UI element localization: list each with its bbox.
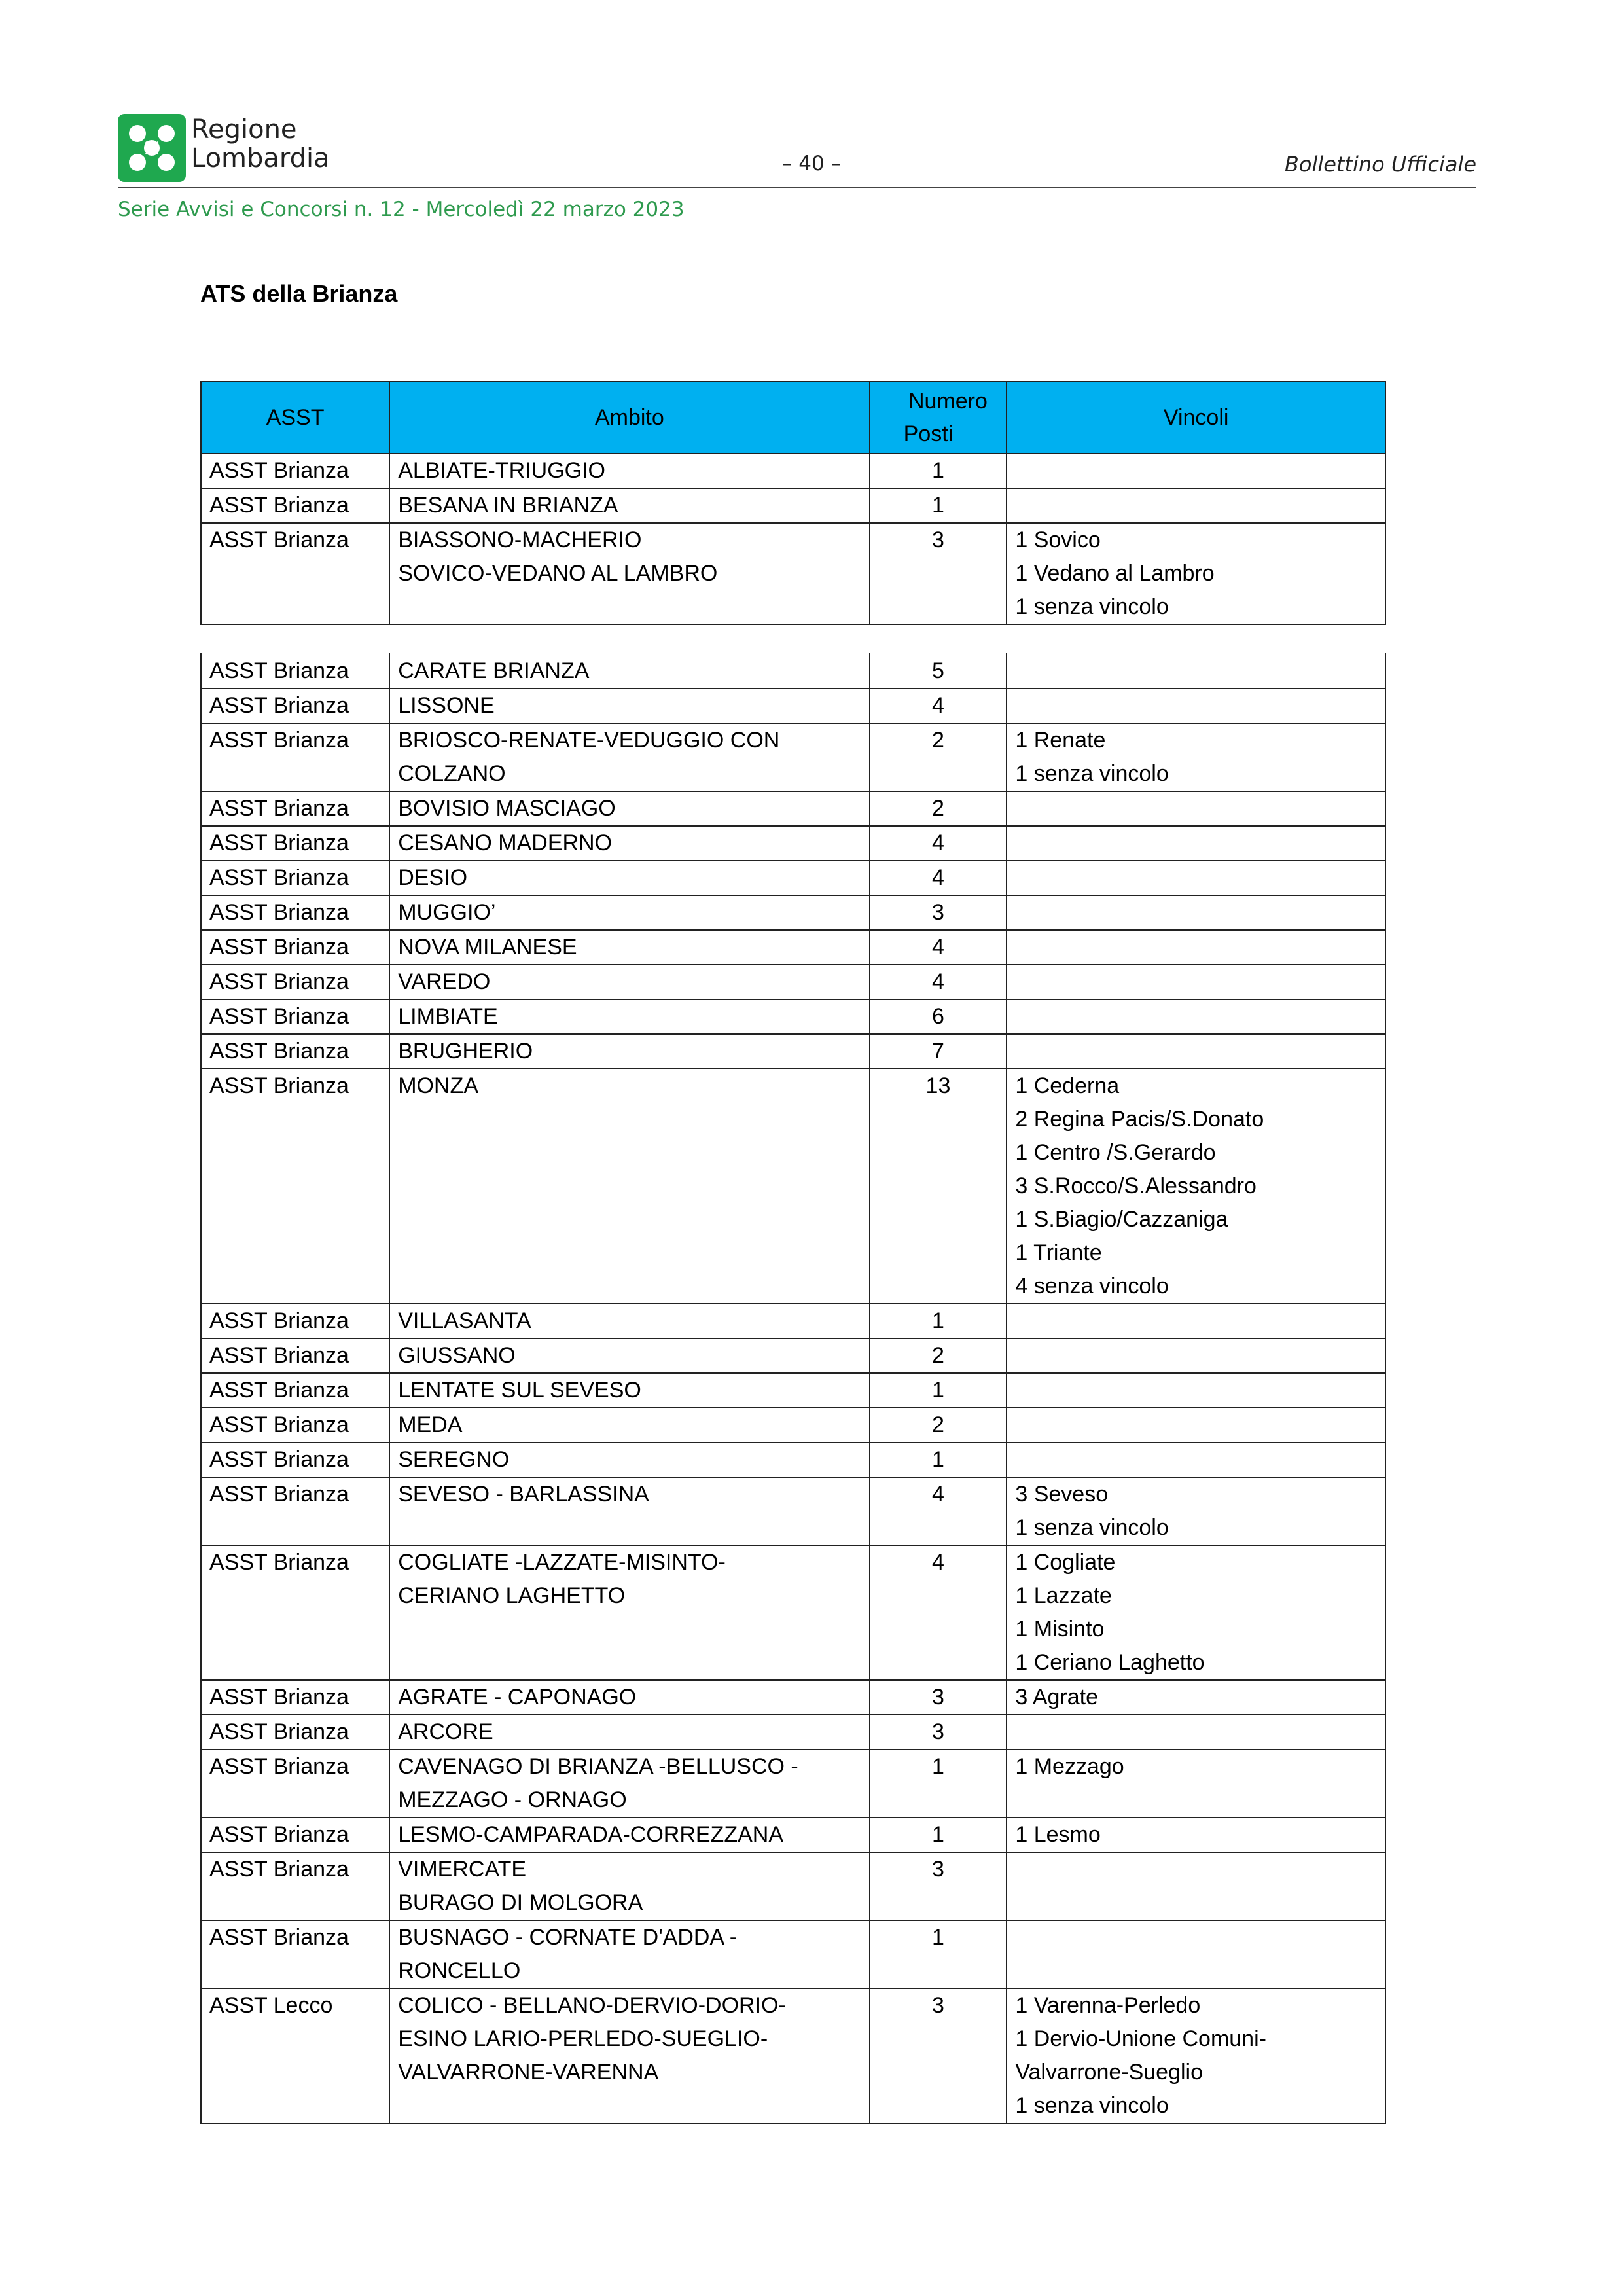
cell-vincoli-line: 1 senza vincolo	[1015, 594, 1169, 619]
cell-numero-posti: 1	[870, 1443, 1007, 1477]
cell-numero-posti: 2	[870, 1338, 1007, 1373]
table-row	[201, 1545, 1385, 1680]
table-row	[201, 1069, 1385, 1304]
cell-ambito-line: VALVARRONE-VARENNA	[398, 2060, 659, 2085]
series-line: Serie Avvisi e Concorsi n. 12 - Mercoledì 22 marzo 2023	[118, 198, 685, 221]
cell-asst: ASST Brianza	[201, 454, 389, 488]
cell-ambito-line: SEVESO - BARLASSINA	[398, 1482, 649, 1507]
header-divider	[118, 187, 1476, 188]
cell-numero-posti: 4	[870, 1545, 1007, 1680]
cell-vincoli-line: 1 Lazzate	[1015, 1583, 1112, 1608]
table-row	[201, 999, 1385, 1034]
cell-vincoli	[1007, 861, 1385, 895]
cell-vincoli-line: 1 Triante	[1015, 1240, 1102, 1265]
cell-asst: ASST Lecco	[201, 1988, 389, 2123]
cell-numero-posti: 4	[870, 1477, 1007, 1545]
cell-vincoli	[1007, 1408, 1385, 1443]
cell-ambito	[389, 895, 869, 930]
cell-numero-posti: 1	[870, 1920, 1007, 1988]
cell-ambito	[389, 689, 869, 723]
cell-vincoli	[1007, 653, 1385, 689]
cell-ambito-line: BUSNAGO - CORNATE D'ADDA -	[398, 1925, 738, 1950]
table-row	[201, 1034, 1385, 1069]
cell-ambito	[389, 826, 869, 861]
table-row	[201, 1749, 1385, 1818]
cell-ambito-line: VIMERCATE	[398, 1857, 527, 1882]
cell-asst: ASST Brianza	[201, 523, 389, 624]
cell-vincoli-line: 1 S.Biagio/Cazzaniga	[1015, 1207, 1228, 1232]
cell-ambito	[389, 488, 869, 523]
cell-ambito-line: CARATE BRIANZA	[398, 658, 590, 683]
cell-ambito-line: LISSONE	[398, 693, 495, 718]
cell-vincoli	[1007, 1304, 1385, 1338]
cell-vincoli	[1007, 1680, 1385, 1715]
brand-name	[191, 115, 330, 173]
cell-vincoli-line: 1 Cogliate	[1015, 1550, 1116, 1575]
cell-asst: ASST Brianza	[201, 1069, 389, 1304]
cell-ambito	[389, 1408, 869, 1443]
cell-asst: ASST Brianza	[201, 930, 389, 965]
cell-ambito-line: BESANA IN BRIANZA	[398, 493, 618, 518]
cell-ambito-line: ALBIATE-TRIUGGIO	[398, 458, 605, 483]
cell-ambito-line: MUGGIO’	[398, 900, 496, 925]
cell-ambito-line: CAVENAGO DI BRIANZA -BELLUSCO -	[398, 1754, 798, 1779]
cell-ambito	[389, 1715, 869, 1749]
cell-vincoli-line: 1 senza vincolo	[1015, 1515, 1169, 1540]
cell-numero-posti: 1	[870, 1304, 1007, 1338]
cell-ambito-line: COGLIATE -LAZZATE-MISINTO-	[398, 1550, 726, 1575]
table-row	[201, 1715, 1385, 1749]
cell-asst: ASST Brianza	[201, 965, 389, 999]
cell-numero-posti: 4	[870, 965, 1007, 999]
cell-ambito-line: RONCELLO	[398, 1958, 521, 1983]
cell-ambito	[389, 1852, 869, 1920]
cell-vincoli-line: 1 Sovico	[1015, 528, 1101, 552]
cell-numero-posti: 1	[870, 1749, 1007, 1818]
publication-title: Bollettino Ufficiale	[1284, 152, 1476, 177]
cell-vincoli-line: 2 Regina Pacis/S.Donato	[1015, 1107, 1264, 1132]
cell-asst: ASST Brianza	[201, 1443, 389, 1477]
cell-asst: ASST Brianza	[201, 861, 389, 895]
cell-asst: ASST Brianza	[201, 1034, 389, 1069]
cell-numero-posti: 3	[870, 523, 1007, 624]
cell-vincoli	[1007, 895, 1385, 930]
cell-ambito-line: BIASSONO-MACHERIO	[398, 528, 642, 552]
cell-numero-posti: 2	[870, 1408, 1007, 1443]
table-row	[201, 965, 1385, 999]
cell-numero-posti: 3	[870, 895, 1007, 930]
cell-asst: ASST Brianza	[201, 1715, 389, 1749]
cell-vincoli-line: Valvarrone-Sueglio	[1015, 2060, 1204, 2085]
table-row	[201, 523, 1385, 624]
cell-asst: ASST Brianza	[201, 1545, 389, 1680]
cell-vincoli-line: 1 Vedano al Lambro	[1015, 561, 1215, 586]
table-row	[201, 1852, 1385, 1920]
cell-asst: ASST Brianza	[201, 689, 389, 723]
table-header-row	[201, 382, 1385, 454]
table-row	[201, 861, 1385, 895]
cell-vincoli	[1007, 1749, 1385, 1818]
cell-asst: ASST Brianza	[201, 1818, 389, 1852]
cell-vincoli	[1007, 930, 1385, 965]
cell-vincoli	[1007, 1034, 1385, 1069]
cell-ambito	[389, 965, 869, 999]
cell-ambito-line: BOVISIO MASCIAGO	[398, 796, 616, 821]
cell-numero-posti: 3	[870, 1852, 1007, 1920]
cell-vincoli	[1007, 523, 1385, 624]
cell-vincoli-line: 1 Lesmo	[1015, 1822, 1101, 1847]
cell-vincoli	[1007, 1818, 1385, 1852]
cell-ambito-line: COLZANO	[398, 761, 506, 786]
cell-ambito-line: BRUGHERIO	[398, 1039, 533, 1064]
cell-ambito-line: ESINO LARIO-PERLEDO-SUEGLIO-	[398, 2026, 768, 2051]
cell-vincoli	[1007, 1988, 1385, 2123]
table-row	[201, 1818, 1385, 1852]
table-row	[201, 1680, 1385, 1715]
cell-ambito-line: MONZA	[398, 1073, 479, 1098]
section-title: ATS della Brianza	[200, 280, 398, 307]
cell-vincoli	[1007, 689, 1385, 723]
cell-vincoli	[1007, 965, 1385, 999]
cell-ambito-line: AGRATE - CAPONAGO	[398, 1685, 637, 1710]
cell-vincoli	[1007, 723, 1385, 791]
cell-ambito-line: SOVICO-VEDANO AL LAMBRO	[398, 561, 718, 586]
cell-asst: ASST Brianza	[201, 653, 389, 689]
cell-asst: ASST Brianza	[201, 1749, 389, 1818]
cell-vincoli	[1007, 1715, 1385, 1749]
regione-lombardia-logo-icon	[118, 114, 186, 182]
cell-vincoli-line: 1 Cederna	[1015, 1073, 1120, 1098]
cell-vincoli	[1007, 826, 1385, 861]
table-row	[201, 723, 1385, 791]
numero-posti-header-text: Numero Posti	[903, 389, 988, 446]
cell-numero-posti: 6	[870, 999, 1007, 1034]
cell-asst: ASST Brianza	[201, 791, 389, 826]
cell-vincoli	[1007, 1477, 1385, 1545]
cell-numero-posti: 4	[870, 930, 1007, 965]
cell-ambito-line: BURAGO DI MOLGORA	[398, 1890, 643, 1915]
cell-asst: ASST Brianza	[201, 999, 389, 1034]
cell-vincoli	[1007, 1338, 1385, 1373]
table-row	[201, 1443, 1385, 1477]
cell-asst: ASST Brianza	[201, 1920, 389, 1988]
table-row	[201, 1988, 1385, 2123]
cell-ambito-line: MEDA	[398, 1412, 463, 1437]
column-header-asst: ASST	[201, 382, 389, 454]
cell-ambito-line: LESMO-CAMPARADA-CORREZZANA	[398, 1822, 783, 1847]
table-row	[201, 930, 1385, 965]
cell-ambito-line: MEZZAGO - ORNAGO	[398, 1787, 627, 1812]
cell-ambito-line: NOVA MILANESE	[398, 935, 577, 960]
cell-ambito	[389, 1477, 869, 1545]
cell-ambito	[389, 723, 869, 791]
cell-ambito	[389, 861, 869, 895]
cell-asst: ASST Brianza	[201, 1680, 389, 1715]
cell-ambito-line: CESANO MADERNO	[398, 831, 613, 855]
table-row	[201, 454, 1385, 488]
brand-line-2: Lombardia	[191, 143, 330, 173]
table-row	[201, 488, 1385, 523]
cell-ambito	[389, 1304, 869, 1338]
cell-asst: ASST Brianza	[201, 488, 389, 523]
cell-ambito	[389, 1988, 869, 2123]
table-row	[201, 1338, 1385, 1373]
cell-ambito	[389, 1818, 869, 1852]
cell-numero-posti: 1	[870, 1373, 1007, 1408]
cell-vincoli	[1007, 999, 1385, 1034]
cell-numero-posti: 5	[870, 653, 1007, 689]
cell-vincoli	[1007, 1373, 1385, 1408]
cell-numero-posti: 3	[870, 1715, 1007, 1749]
cell-ambito-line: BRIOSCO-RENATE-VEDUGGIO CON	[398, 728, 780, 753]
cell-numero-posti: 13	[870, 1069, 1007, 1304]
cell-vincoli-line: 1 senza vincolo	[1015, 761, 1169, 786]
cell-vincoli-line: 4 senza vincolo	[1015, 1274, 1169, 1299]
cell-vincoli-line: 3 Seveso	[1015, 1482, 1109, 1507]
column-header-ambito: Ambito	[389, 382, 869, 454]
table-row	[201, 1408, 1385, 1443]
cell-asst: ASST Brianza	[201, 723, 389, 791]
cell-ambito	[389, 1749, 869, 1818]
cell-ambito	[389, 454, 869, 488]
table-row	[201, 895, 1385, 930]
cell-ambito-line: CERIANO LAGHETTO	[398, 1583, 626, 1608]
cell-ambito-line: VAREDO	[398, 969, 491, 994]
cell-ambito	[389, 1373, 869, 1408]
cell-vincoli	[1007, 1920, 1385, 1988]
table-row	[201, 689, 1385, 723]
table-row	[201, 1373, 1385, 1408]
cell-ambito	[389, 791, 869, 826]
cell-numero-posti: 3	[870, 1680, 1007, 1715]
cell-ambito	[389, 653, 869, 689]
cell-ambito-line: COLICO - BELLANO-DERVIO-DORIO-	[398, 1993, 786, 2018]
cell-ambito	[389, 1069, 869, 1304]
cell-ambito-line: ARCORE	[398, 1719, 493, 1744]
cell-vincoli-line: 1 Varenna-Perledo	[1015, 1993, 1201, 2018]
table-row	[201, 826, 1385, 861]
cell-numero-posti: 2	[870, 723, 1007, 791]
table-row	[201, 1477, 1385, 1545]
cell-numero-posti: 1	[870, 454, 1007, 488]
cell-ambito	[389, 1680, 869, 1715]
cell-vincoli	[1007, 1545, 1385, 1680]
cell-vincoli	[1007, 454, 1385, 488]
cell-asst: ASST Brianza	[201, 1373, 389, 1408]
cell-ambito-line: VILLASANTA	[398, 1308, 531, 1333]
column-header-vincoli: Vincoli	[1007, 382, 1385, 454]
cell-vincoli	[1007, 1852, 1385, 1920]
page-number: – 40 –	[781, 152, 842, 175]
cell-numero-posti: 4	[870, 826, 1007, 861]
table-row	[201, 1920, 1385, 1988]
cell-numero-posti: 2	[870, 791, 1007, 826]
cell-ambito-line: SEREGNO	[398, 1447, 510, 1472]
cell-ambito	[389, 523, 869, 624]
cell-ambito	[389, 1920, 869, 1988]
cell-numero-posti: 4	[870, 861, 1007, 895]
cell-vincoli-line: 1 Misinto	[1015, 1617, 1105, 1641]
cell-ambito	[389, 1338, 869, 1373]
cell-vincoli-line: 1 Ceriano Laghetto	[1015, 1650, 1205, 1675]
cell-ambito-line: DESIO	[398, 865, 468, 890]
posti-table-part-1	[200, 381, 1386, 625]
cell-vincoli	[1007, 1443, 1385, 1477]
table-row	[201, 1304, 1385, 1338]
cell-vincoli-line: 1 Dervio-Unione Comuni-	[1015, 2026, 1266, 2051]
cell-asst: ASST Brianza	[201, 826, 389, 861]
cell-ambito-line: GIUSSANO	[398, 1343, 516, 1368]
cell-numero-posti: 1	[870, 488, 1007, 523]
cell-vincoli-line: 3 S.Rocco/S.Alessandro	[1015, 1174, 1257, 1198]
cell-ambito-line: LENTATE SUL SEVESO	[398, 1378, 641, 1403]
cell-ambito	[389, 1034, 869, 1069]
column-header-numero-posti	[870, 382, 1007, 454]
cell-vincoli-line: 1 Mezzago	[1015, 1754, 1124, 1779]
cell-vincoli	[1007, 791, 1385, 826]
cell-numero-posti: 1	[870, 1818, 1007, 1852]
posti-table-part-2	[200, 653, 1386, 2124]
cell-ambito	[389, 1443, 869, 1477]
cell-vincoli-line: 3 Agrate	[1015, 1685, 1099, 1710]
cell-vincoli-line: 1 senza vincolo	[1015, 2093, 1169, 2118]
table-row	[201, 653, 1385, 689]
cell-vincoli-line: 1 Renate	[1015, 728, 1106, 753]
cell-vincoli	[1007, 1069, 1385, 1304]
cell-asst: ASST Brianza	[201, 1338, 389, 1373]
cell-asst: ASST Brianza	[201, 1304, 389, 1338]
cell-ambito	[389, 1545, 869, 1680]
cell-numero-posti: 4	[870, 689, 1007, 723]
cell-ambito-line: LIMBIATE	[398, 1004, 498, 1029]
cell-vincoli	[1007, 488, 1385, 523]
brand-line-1: Regione	[191, 115, 297, 145]
cell-numero-posti: 7	[870, 1034, 1007, 1069]
cell-numero-posti: 3	[870, 1988, 1007, 2123]
table-row	[201, 791, 1385, 826]
cell-asst: ASST Brianza	[201, 1408, 389, 1443]
cell-ambito	[389, 999, 869, 1034]
cell-ambito	[389, 930, 869, 965]
cell-asst: ASST Brianza	[201, 895, 389, 930]
cell-vincoli-line: 1 Centro /S.Gerardo	[1015, 1140, 1216, 1165]
cell-asst: ASST Brianza	[201, 1852, 389, 1920]
cell-asst: ASST Brianza	[201, 1477, 389, 1545]
